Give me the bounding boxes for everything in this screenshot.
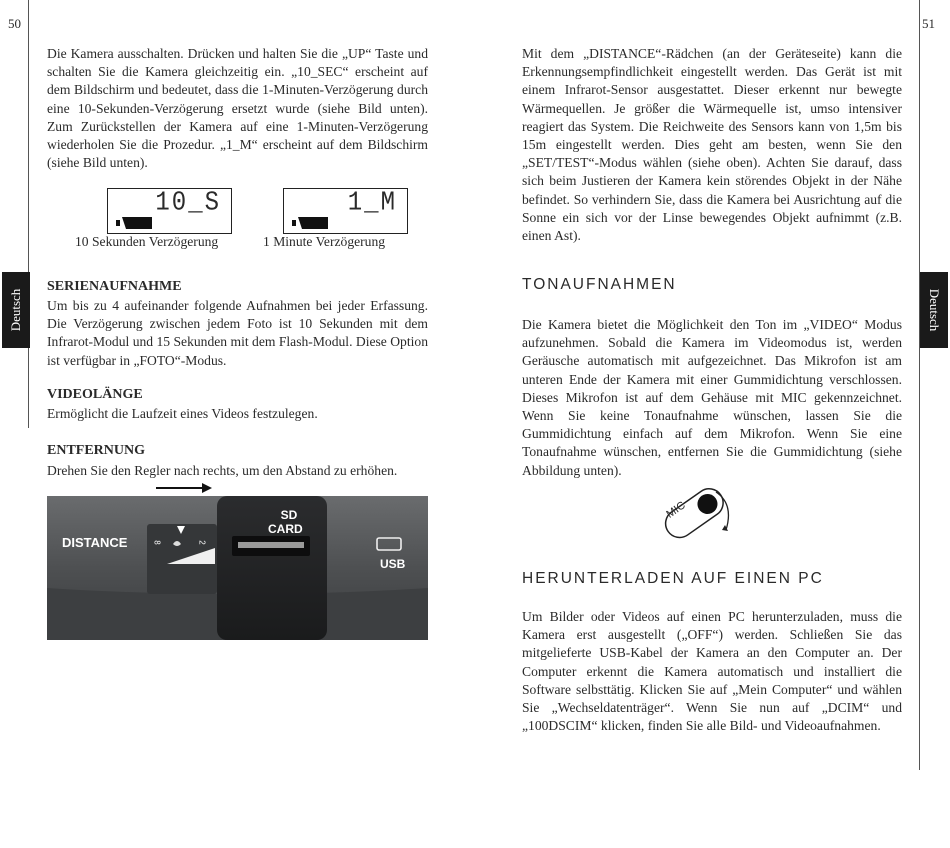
battery-icon bbox=[292, 217, 328, 229]
battery-icon bbox=[116, 217, 152, 229]
arrow-right-icon bbox=[156, 482, 212, 494]
ton-paragraph: Die Kamera bietet die Möglichkeit den Ton im „VIDEO“ Modus aufzunehmen. Sobald die Kamera im Videomodus ist, werden Geräusche automatisch mit aufgezeichnet. Das Mikrofon ist am unteren Ende der Kamera mit einer Gummidichtung verschlossen. Dieses Mikrofon ist auf dem Gehäuse mit MIC gekennzeichnet. Wenn Sie keine Tonaufnahme wünschen, lassen Sie die Gummidichtung einfach auf dem Mikrofon. Wenn Sie eine Tonaufnahme wünschen, entfernen Sie die Gummidichtung (siehe Abbildung unten). bbox=[522, 317, 902, 478]
dial-mark-near: 8 bbox=[152, 540, 162, 545]
left-margin-line bbox=[28, 0, 29, 428]
sd-card-label-line2: CARD bbox=[268, 522, 303, 536]
lcd-value: 1_M bbox=[347, 188, 397, 219]
download-paragraph: Um Bilder oder Videos auf einen PC herunterzuladen, muss die Kamera erst ausgestellt („OFF“) werden. Schließen Sie das mitgelieferte USB-Kabel der Kamera an den Computer an. Der Computer erkennt die Kamera automatisch und installiert die Software selbsttätig. Klicken Sie auf „Mein Computer“ und wählen Sie „Wechseldatenträger“. Wenn Sie nun auf „DCIM“ und „100DSCIM“ klicken, finden Sie alle Bild- und Videoaufnahmen. bbox=[522, 609, 902, 734]
mic-label: MIC bbox=[664, 499, 688, 521]
lcd-display-1m bbox=[283, 188, 408, 234]
video-paragraph: Ermöglicht die Laufzeit eines Videos festzulegen. bbox=[47, 406, 318, 421]
heading-tonaufnahmen: TONAUFNAHMEN bbox=[522, 276, 677, 293]
language-tab-right: Deutsch bbox=[920, 272, 948, 348]
heading-entfernung: ENTFERNUNG bbox=[47, 443, 146, 458]
dial-mark-far: 2 bbox=[197, 540, 207, 545]
heading-videolaenge: VIDEOLÄNGE bbox=[47, 387, 143, 402]
heading-serienaufnahme: SERIENAUFNAHME bbox=[47, 279, 182, 294]
usb-label: USB bbox=[380, 557, 406, 571]
page-number-left: 50 bbox=[8, 16, 21, 31]
camera-side-illustration bbox=[47, 496, 428, 640]
lcd-caption-10s: 10 Sekunden Verzögerung bbox=[75, 234, 219, 249]
lcd-display-10s bbox=[107, 188, 232, 234]
sd-card-label: SD bbox=[280, 508, 298, 522]
lcd-value: 10_S bbox=[155, 188, 221, 219]
page-number-right: 51 bbox=[922, 16, 935, 31]
intro-paragraph-left: Die Kamera ausschalten. Drücken und halten Sie die „UP“ Taste und schalten Sie die Kamera gleichzeitig ein. „10_SEC“ erscheint auf dem Bildschirm und bedeutet, dass die 1-Minuten-Verzögerung durch eine 10-Sekunden-Verzögerung ersetzt wurde (siehe Bild unten). Zum Zurückstellen der Kamera auf eine 1-Minuten-Verzögerung wiederholen Sie die Prozedur. „1_M“ erscheint auf dem Bildschirm (siehe Bild unten). bbox=[47, 46, 428, 171]
language-tab-left: Deutsch bbox=[2, 272, 30, 348]
distance-label: DISTANCE bbox=[62, 535, 128, 550]
entfernung-paragraph: Drehen Sie den Regler nach rechts, um den Abstand zu erhöhen. bbox=[47, 463, 398, 478]
serien-paragraph: Um bis zu 4 aufeinander folgende Aufnahmen bei jeder Erfassung. Die Verzögerung zwischen jedem Foto ist 10 Sekunden mit dem Infrarot-Modul und 15 Sekunden mit dem Flash-Modul. Diese Option ist verfügbar in „FOTO“-Modus. bbox=[47, 298, 428, 368]
right-margin-line bbox=[919, 0, 920, 770]
lcd-caption-1m: 1 Minute Verzögerung bbox=[263, 234, 386, 249]
heading-herunterladen: HERUNTERLADEN AUF EINEN PC bbox=[522, 570, 824, 587]
intro-paragraph-right: Mit dem „DISTANCE“-Rädchen (an der Geräteseite) kann die Erkennungsempfindlichkeit eingestellt werden. Das Gerät ist mit einem Infrarot-Sensor ausgestattet. Dieser erkennt nur bewegte Wärmequellen. Je größer die Wärmequelle ist, umso intensiver reagiert das System. Die Reichweite des Sensors kann von 1,5m bis 15m eingestellt werden. Dies geht am besten, wenn Sie den „SET/TEST“-Modus wählen (siehe oben). Achten Sie darauf, dass sich beim Justieren der Kamera kein störendes Objekt in der Nähe befindet. So verhindern Sie, dass die Kamera bei Ausrichtung auf die Sonne ein sich vor der Linse bewegendes Objekt aufnimmt (z.B. einen Ast). bbox=[522, 46, 902, 244]
